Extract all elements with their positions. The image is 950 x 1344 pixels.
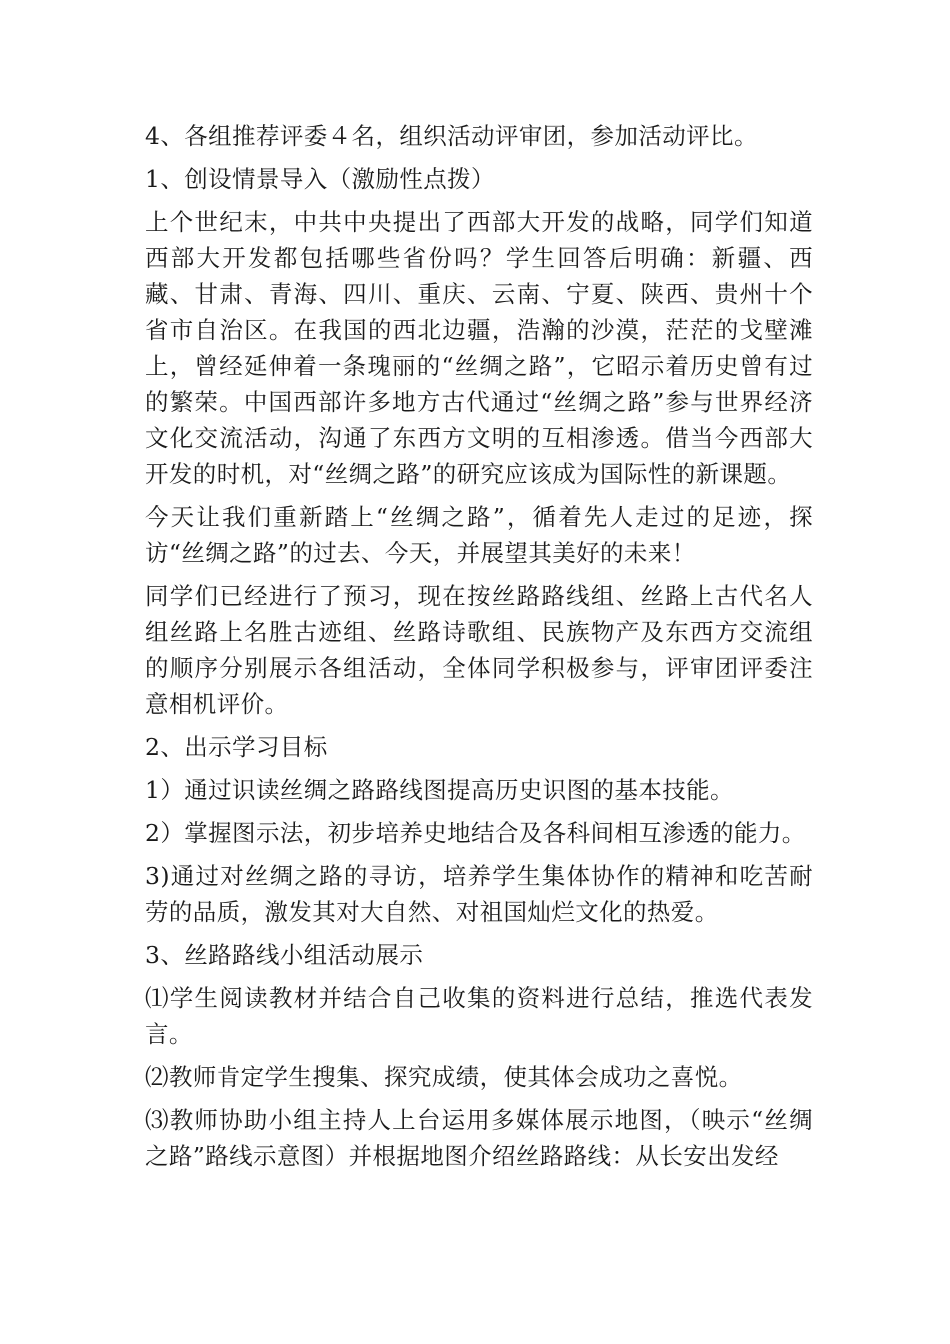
objective-3: 3)通过对丝绸之路的寻访，培养学生集体协作的精神和吃苦耐劳的品质，激发其对大自然、对祖国灿烂文化的热爱。: [145, 862, 813, 926]
section-1-heading: 1、创设情景导入（激励性点拨）: [145, 165, 495, 193]
step-3: ⑶教师协助小组主持人上台运用多媒体展示地图，（映示“丝绸之路”路线示意图）并根据地图介绍丝路路线：从长安出发经: [145, 1106, 813, 1170]
step-2: ⑵教师肯定学生搜集、探究成绩，使其体会成功之喜悦。: [145, 1063, 743, 1091]
document-body: [145, 118, 813, 1181]
step-1: ⑴学生阅读教材并结合自己收集的资料进行总结，推选代表发言。: [145, 984, 813, 1048]
objective-2: 2）掌握图示法，初步培养史地结合及各科间相互渗透的能力。: [145, 819, 806, 847]
section-2-heading: 2、出示学习目标: [145, 733, 328, 761]
journey-paragraph: 今天让我们重新踏上“丝绸之路”，循着先人走过的足迹，探访“丝绸之路”的过去、今天，并展望其美好的未来！: [145, 503, 813, 567]
item-4-judges: 4、各组推荐评委４名，组织活动评审团，参加活动评比。: [145, 122, 758, 150]
intro-paragraph: 上个世纪末，中共中央提出了西部大开发的战略，同学们知道西部大开发都包括哪些省份吗？学生回答后明确：新疆、西藏、甘肃、青海、四川、重庆、云南、宁夏、陕西、贵州十个省市自治区。在我国的西北边疆，浩瀚的沙漠，茫茫的戈壁滩上，曾经延伸着一条瑰丽的“丝绸之路”，它昭示着历史曾有过的繁荣。中国西部许多地方古代通过“丝绸之路”参与世界经济文化交流活动，沟通了东西方文明的互相渗透。借当今西部大开发的时机，对“丝绸之路”的研究应该成为国际性的新课题。: [145, 208, 813, 488]
section-3-heading: 3、丝路路线小组活动展示: [145, 941, 424, 969]
groups-paragraph: 同学们已经进行了预习，现在按丝路路线组、丝路上古代名人组丝路上名胜古迹组、丝路诗歌组、民族物产及东西方交流组的顺序分别展示各组活动，全体同学积极参与，评审团评委注意相机评价。: [145, 582, 813, 718]
objective-1: 1）通过识读丝绸之路路线图提高历史识图的基本技能。: [145, 776, 734, 804]
